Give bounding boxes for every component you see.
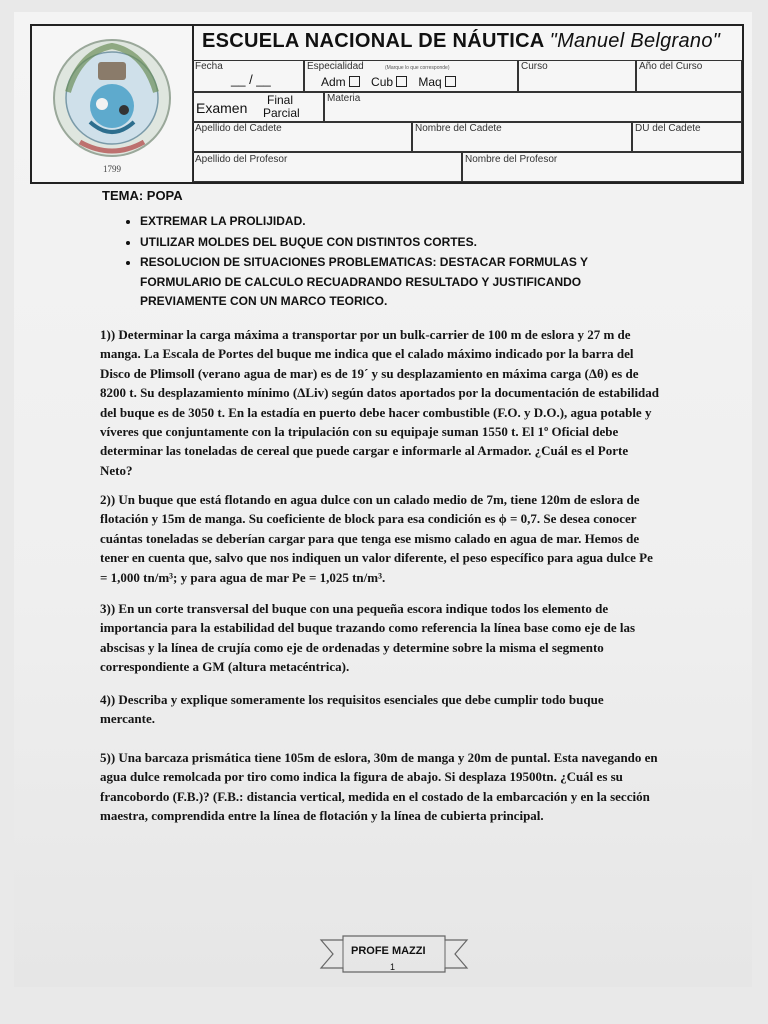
materia-field[interactable] <box>324 92 742 122</box>
option-maq-label: Maq <box>418 75 442 89</box>
especialidad-options <box>321 75 464 89</box>
exam-header <box>30 24 744 184</box>
apellido-profesor-field[interactable] <box>192 152 462 182</box>
option-maq-checkbox[interactable] <box>445 76 456 87</box>
question-2: 2)) Un buque que está flotando en agua dulce con un calado medio de 7m, tiene 120m de eslora de flotación y 15m de manga. Su coeficiente de block para esa condición es ϕ = 0,7. Se desea conocer cuántas toneladas se deberían cargar para que tenga ese mismo calado en agua de mar. Hemos de tener en cuenta que, salvo que nos indiquen un valor diferente, el peso específico para agua dulce Pe = 1,000 tn/m³; y para agua de mar Pe = 1,025 tn/m³. <box>100 492 653 585</box>
logo-year: 1799 <box>103 164 121 174</box>
option-adm-label: Adm <box>321 75 346 89</box>
footer-name: PROFE MAZZI <box>351 945 426 957</box>
option-cub-checkbox[interactable] <box>396 76 407 87</box>
apellido-cadete-label: Apellido del Cadete <box>195 123 282 134</box>
especialidad-field <box>304 60 518 92</box>
anio-curso-field[interactable] <box>636 60 742 92</box>
examen-field <box>192 92 324 122</box>
exam-topic: TEMA: POPA <box>102 188 183 203</box>
du-cadete-field[interactable] <box>632 122 742 152</box>
school-crest-icon <box>40 32 184 178</box>
instruction-item: • EXTREMAR LA PROLIJIDAD. <box>140 212 660 232</box>
nombre-profesor-field[interactable] <box>462 152 742 182</box>
fecha-value: __ / __ <box>231 72 271 87</box>
option-cub-label: Cub <box>371 75 394 89</box>
option-adm-checkbox[interactable] <box>349 76 360 87</box>
especialidad-note: (Marque lo que corresponde) <box>385 65 450 71</box>
curso-field[interactable] <box>518 60 636 92</box>
question-3: 3)) En un corte transversal del buque con una pequeña escora indique todos los elemento de importancia para la estabilidad del buque trazando como referencia la línea base como eje de las abscisas y la línea de crujía como eje de ordenadas y determine sobre la misma el segmento correspondiente a GM (altura metacéntrica). <box>100 601 636 675</box>
nombre-cadete-field[interactable] <box>412 122 632 152</box>
fecha-field[interactable] <box>192 60 304 92</box>
school-logo <box>32 26 194 182</box>
apellido-profesor-label: Apellido del Profesor <box>195 154 288 165</box>
instruction-item: • RESOLUCION DE SITUACIONES PROBLEMATICAS: DESTACAR FORMULAS Y FORMULARIO DE CALCULO RECUADRANDO RESULTADO Y JUSTIFICANDO PREVIAMENTE CON UN MARCO TEORICO. <box>140 253 660 312</box>
exam-page <box>14 12 752 987</box>
school-name <box>202 30 720 53</box>
examen-parcial-option[interactable]: Parcial <box>263 106 300 120</box>
school-subtitle: "Manuel Belgrano" <box>549 30 721 52</box>
question-5: 5)) Una barcaza prismática tiene 105m de eslora, 30m de manga y 20m de puntal. Esta navegando en agua dulce remolcada por tiro como indica la figura de abajo. Si desplaza 19500tn. ¿Cuál es su francobordo (F.B.)? (F.B.: distancia vertical, medida en el costado de la embarcación y en la sección maestra, comprendida entre la línea de flotación y la línea de cubierta principal. <box>100 750 658 824</box>
curso-label: Curso <box>521 61 548 72</box>
nombre-profesor-label: Nombre del Profesor <box>465 154 558 165</box>
school-name-text: ESCUELA NACIONAL DE NÁUTICA <box>202 30 544 52</box>
instructions-list <box>102 212 660 313</box>
question-4: 4)) Describa y explique someramente los requisitos esenciales que debe cumplir todo buque mercante. <box>100 692 604 727</box>
examen-final-option[interactable]: Final <box>267 93 294 107</box>
page-number: 1 <box>390 962 396 972</box>
anio-curso-label: Año del Curso <box>639 61 703 72</box>
fecha-label: Fecha <box>195 61 223 72</box>
nombre-cadete-label: Nombre del Cadete <box>415 123 502 134</box>
apellido-cadete-field[interactable] <box>192 122 412 152</box>
du-cadete-label: DU del Cadete <box>635 123 701 134</box>
question-1: 1)) Determinar la carga máxima a transportar por un bulk-carrier de 100 m de eslora y 27 m de manga. La Escala de Portes del buque me indica que el calado máximo indicado por la barra del Disco de Plimsoll (verano agua de mar) es de 19´ y su desplazamiento en máxima carga (Δθ) es de 8200 t. Su desplazamiento mínimo (ΔLiv) según datos aportados por la documentación de estabilidad del buque es de 3050 t. En la estadía en puerto debe hacer combustible (F.O. y D.O.), agua potable y víveres que conjuntamente con la tripulación con su equipaje suman 1550 t. El 1º Oficial debe determinar las toneladas de cereal que puede cargar e informarle al Armador. ¿Cuál es el Porte Neto? <box>100 327 660 478</box>
instruction-item: • UTILIZAR MOLDES DEL BUQUE CON DISTINTOS CORTES. <box>140 233 660 253</box>
materia-label: Materia <box>327 93 361 104</box>
especialidad-label: Especialidad <box>307 61 364 72</box>
examen-label: Examen <box>196 100 248 116</box>
